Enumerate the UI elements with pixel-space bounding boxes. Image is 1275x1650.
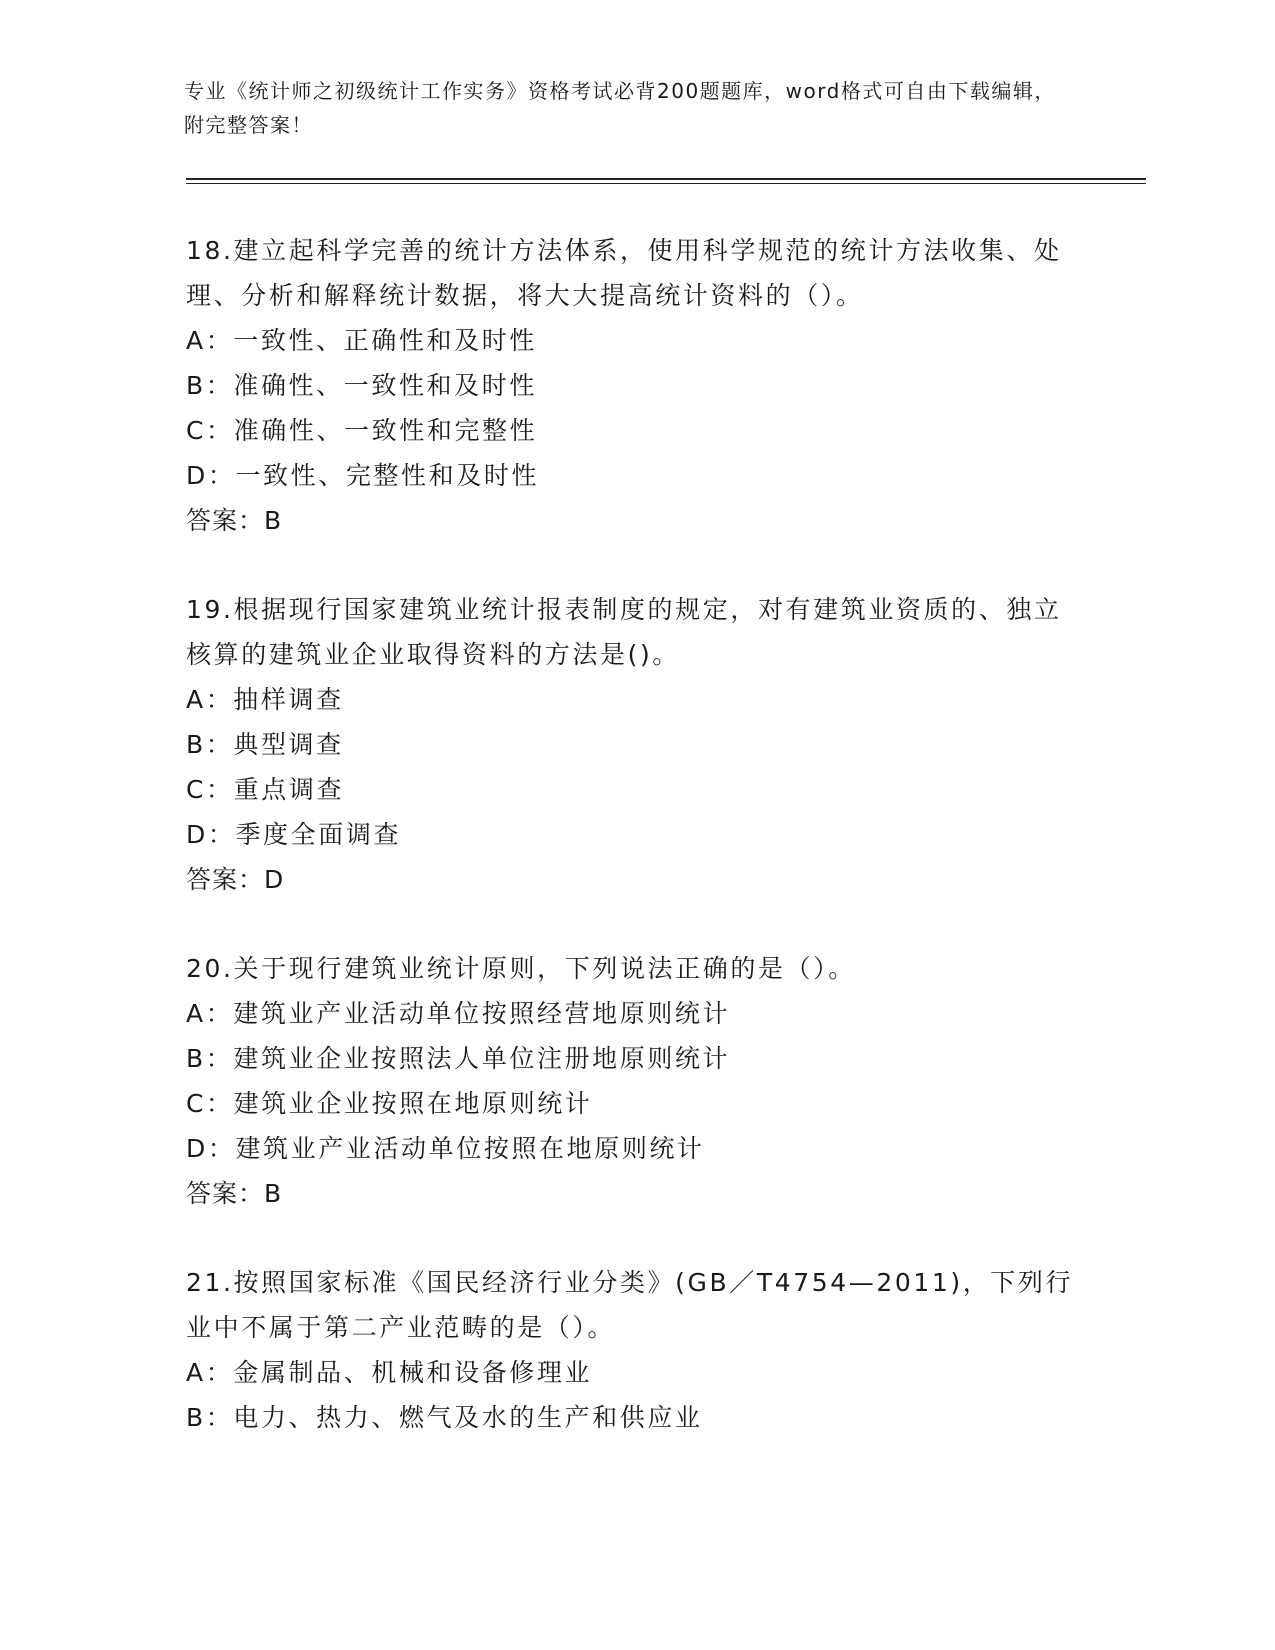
document-header: 专业《统计师之初级统计工作实务》资格考试必背200题题库，word格式可自由下载编辑，附完整答案！ — [184, 79, 1056, 137]
option-c: C：建筑业企业按照在地原则统计 — [186, 1089, 593, 1118]
option-b: B：电力、热力、燃气及水的生产和供应业 — [186, 1403, 703, 1432]
option-d: D：一致性、完整性和及时性 — [186, 461, 540, 490]
answer: 答案：B — [186, 506, 283, 535]
header-divider-thin — [186, 183, 1146, 184]
answer: 答案：D — [186, 865, 285, 894]
option-c: C：准确性、一致性和完整性 — [186, 416, 538, 445]
option-a: A：抽样调查 — [186, 685, 344, 714]
question-18 — [186, 228, 1086, 543]
question-21 — [186, 1260, 1086, 1440]
question-19 — [186, 587, 1086, 902]
option-a: A：一致性、正确性和及时性 — [186, 326, 537, 355]
option-b: B：建筑业企业按照法人单位注册地原则统计 — [186, 1044, 731, 1073]
option-d: D：建筑业产业活动单位按照在地原则统计 — [186, 1134, 705, 1163]
answer: 答案：B — [186, 1179, 283, 1208]
question-stem: 20.关于现行建筑业统计原则，下列说法正确的是（）。 — [186, 954, 856, 983]
question-stem: 21.按照国家标准《国民经济行业分类》(GB／T4754—2011)，下列行业中不属于第二产业范畴的是（）。 — [186, 1268, 1074, 1342]
question-20 — [186, 946, 1086, 1216]
option-a: A：金属制品、机械和设备修理业 — [186, 1358, 593, 1387]
option-b: B：准确性、一致性和及时性 — [186, 371, 537, 400]
option-b: B：典型调查 — [186, 730, 344, 759]
header-divider-thick — [186, 178, 1146, 180]
option-c: C：重点调查 — [186, 775, 345, 804]
question-list — [186, 228, 1086, 1484]
option-d: D：季度全面调查 — [186, 820, 402, 849]
question-stem: 19.根据现行国家建筑业统计报表制度的规定，对有建筑业资质的、独立核算的建筑业企业取得资料的方法是()。 — [186, 595, 1062, 669]
question-stem: 18.建立起科学完善的统计方法体系，使用科学规范的统计方法收集、处理、分析和解释统计数据，将大大提高统计资料的（）。 — [186, 236, 1062, 310]
option-a: A：建筑业产业活动单位按照经营地原则统计 — [186, 999, 731, 1028]
